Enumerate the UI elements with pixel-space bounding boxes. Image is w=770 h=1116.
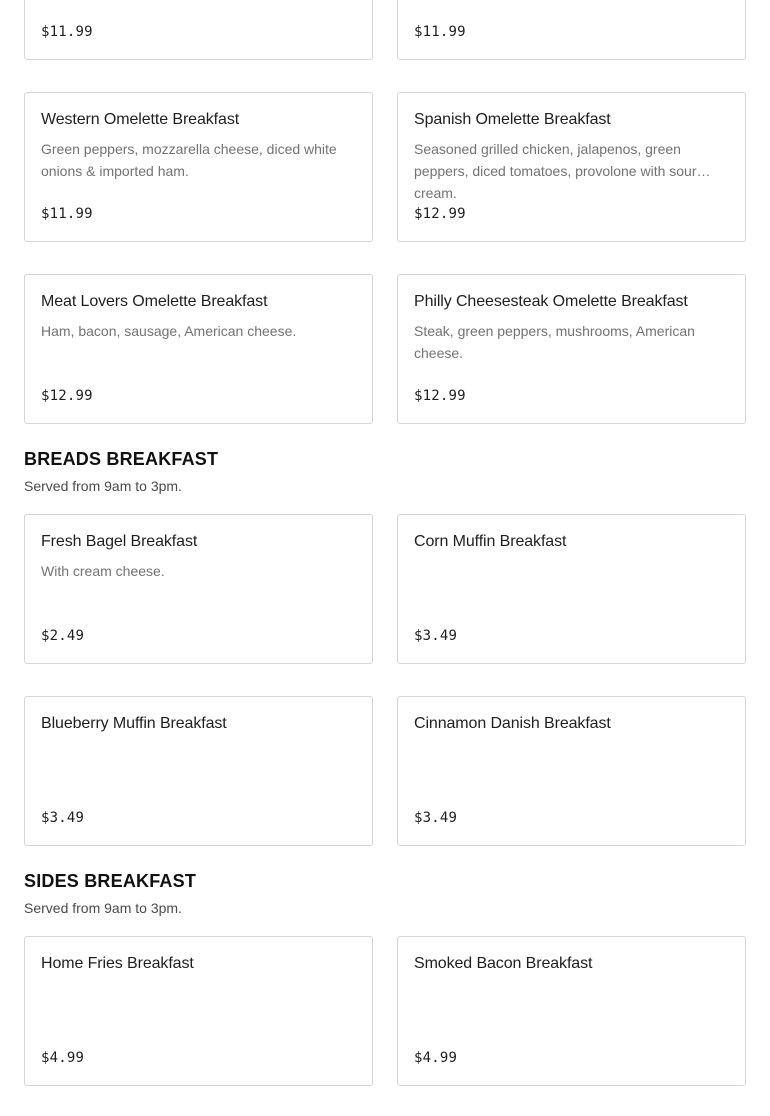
menu-item-card[interactable]	[24, 514, 373, 664]
item-price: $12.99	[414, 206, 466, 222]
section-title: BREADS BREAKFAST	[24, 449, 219, 469]
item-price: $3.49	[41, 810, 85, 826]
item-price: $4.99	[41, 1050, 85, 1066]
item-price: $3.49	[414, 628, 458, 644]
item-title: Home Fries Breakfast	[41, 955, 194, 972]
menu-item-card[interactable]	[24, 92, 373, 242]
item-title: Smoked Bacon Breakfast	[414, 955, 593, 972]
item-description: Green peppers, mozzarella cheese, diced white onions & imported ham.	[41, 141, 337, 179]
section-title: SIDES BREAKFAST	[24, 871, 197, 891]
menu-item-card[interactable]	[397, 274, 746, 424]
item-price: $3.49	[414, 810, 458, 826]
menu-item-card[interactable]	[397, 514, 746, 664]
menu-item-card[interactable]	[24, 696, 373, 846]
menu-item-card[interactable]	[397, 0, 746, 60]
item-price: $11.99	[414, 24, 466, 40]
item-description: With cream cheese.	[41, 563, 165, 579]
section-subtitle: Served from 9am to 3pm.	[24, 478, 182, 494]
item-description: Ham, bacon, sausage, American cheese.	[41, 323, 297, 339]
menu-item-card[interactable]	[24, 0, 373, 60]
item-title: Philly Cheesesteak Omelette Breakfast	[414, 293, 688, 310]
item-price: $11.99	[41, 206, 93, 222]
item-description: Seasoned grilled chicken, jalapenos, green peppers, diced tomatoes, provolone with sour cream.	[414, 141, 697, 201]
item-title: Fresh Bagel Breakfast	[41, 533, 198, 550]
item-price: $11.99	[41, 24, 93, 40]
menu-item-card[interactable]	[24, 274, 373, 424]
item-title: Corn Muffin Breakfast	[414, 533, 567, 550]
item-title: Blueberry Muffin Breakfast	[41, 715, 227, 732]
item-price: $4.99	[414, 1050, 458, 1066]
item-price: $12.99	[41, 388, 93, 404]
item-title: Western Omelette Breakfast	[41, 111, 240, 128]
section-subtitle: Served from 9am to 3pm.	[24, 900, 182, 916]
menu-item-card[interactable]	[397, 696, 746, 846]
menu-item-card[interactable]	[397, 936, 746, 1086]
item-price: $2.49	[41, 628, 85, 644]
item-title: Cinnamon Danish Breakfast	[414, 715, 611, 732]
item-description: Steak, green peppers, mushrooms, American cheese.	[414, 323, 695, 361]
menu-item-card[interactable]	[397, 92, 746, 242]
item-title: Meat Lovers Omelette Breakfast	[41, 293, 268, 310]
menu-item-card[interactable]	[24, 936, 373, 1086]
item-title: Spanish Omelette Breakfast	[414, 111, 611, 128]
item-price: $12.99	[414, 388, 466, 404]
